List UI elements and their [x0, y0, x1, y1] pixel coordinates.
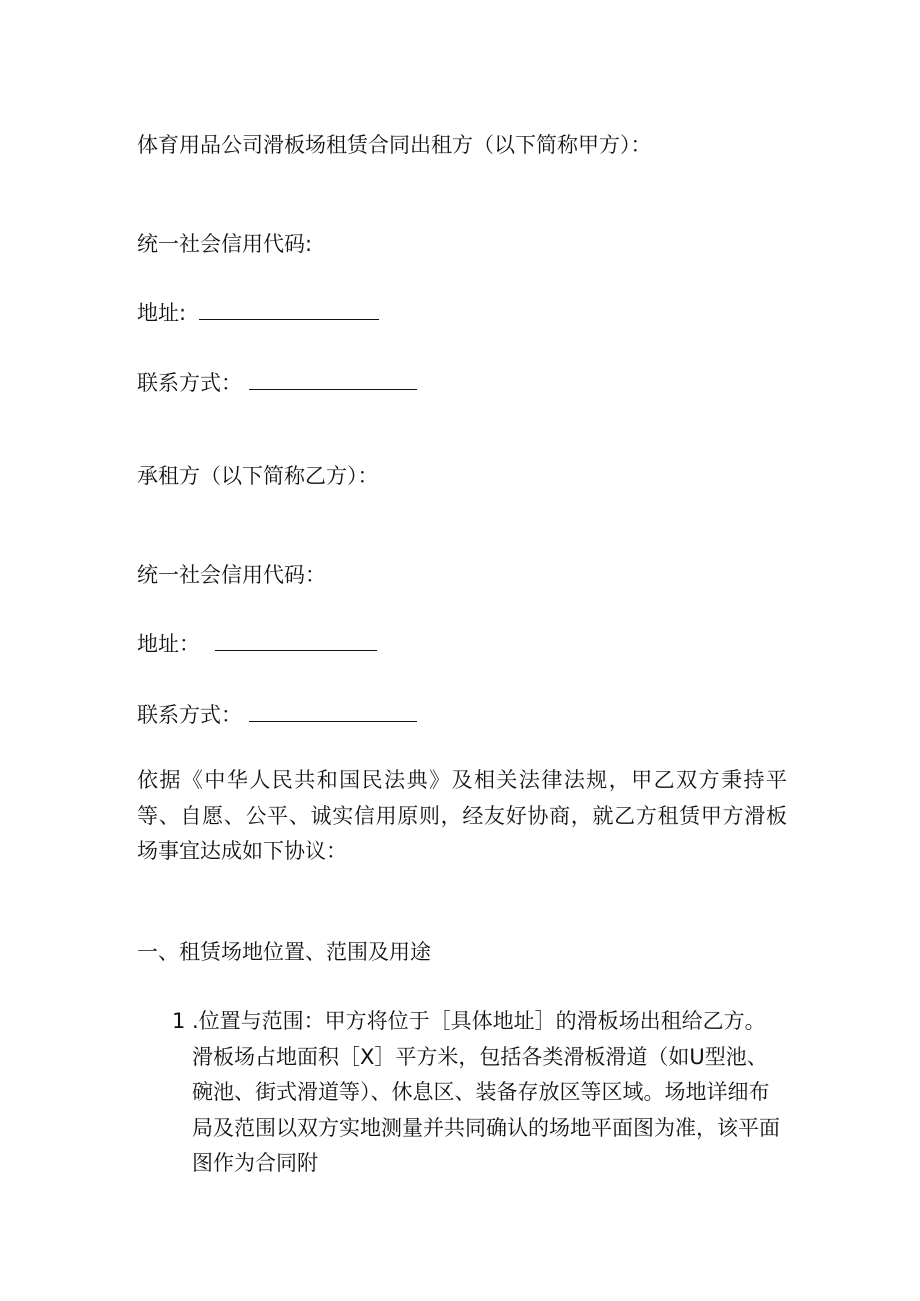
lessor-contact-row: [137, 371, 417, 395]
item-1-number: 1: [172, 1009, 186, 1033]
lessee-contact-label: 联系方式：: [137, 703, 242, 727]
lessee-credit-code-label: 统一社会信用代码：: [137, 563, 326, 587]
lessor-contact-blank: [249, 371, 417, 390]
section-1-heading: 一、租赁场地位置、范围及用途: [137, 940, 431, 964]
lessor-address-row: [137, 301, 379, 325]
lessor-address-blank: [199, 301, 379, 320]
preamble-paragraph: 依据《中华人民共和国民法典》及相关法律法规，甲乙双方秉持平等、自愿、公平、诚实信用原则，经友好协商，就乙方租赁甲方滑板场事宜达成如下协议：: [137, 768, 787, 863]
lessor-credit-code-label: 统一社会信用代码:: [137, 232, 313, 256]
contract-title-line: 体育用品公司滑板场租赁合同出租方（以下简称甲方）：: [137, 133, 652, 157]
lessee-address-row: [137, 632, 377, 656]
lessee-contact-row: [137, 703, 417, 727]
lessee-heading: 承租方（以下简称乙方）：: [137, 464, 379, 488]
lessee-address-blank: [215, 632, 377, 651]
lessor-address-label: 地址:: [137, 301, 187, 325]
lessor-contact-label: 联系方式：: [137, 371, 242, 395]
item-1-text: .位置与范围：甲方将位于［具体地址］的滑板场出租给乙方。滑板场占地面积［X］平方米，包括各类滑板滑道（如U型池、碗池、街式滑道等）、休息区、装备存放区等区域。场地详细布局及范围以双方实地测量并共同确认的场地平面图为准，该平面图作为合同附: [192, 1009, 780, 1175]
lessee-contact-blank: [249, 703, 417, 722]
lessee-address-label: 地址：: [137, 632, 200, 656]
